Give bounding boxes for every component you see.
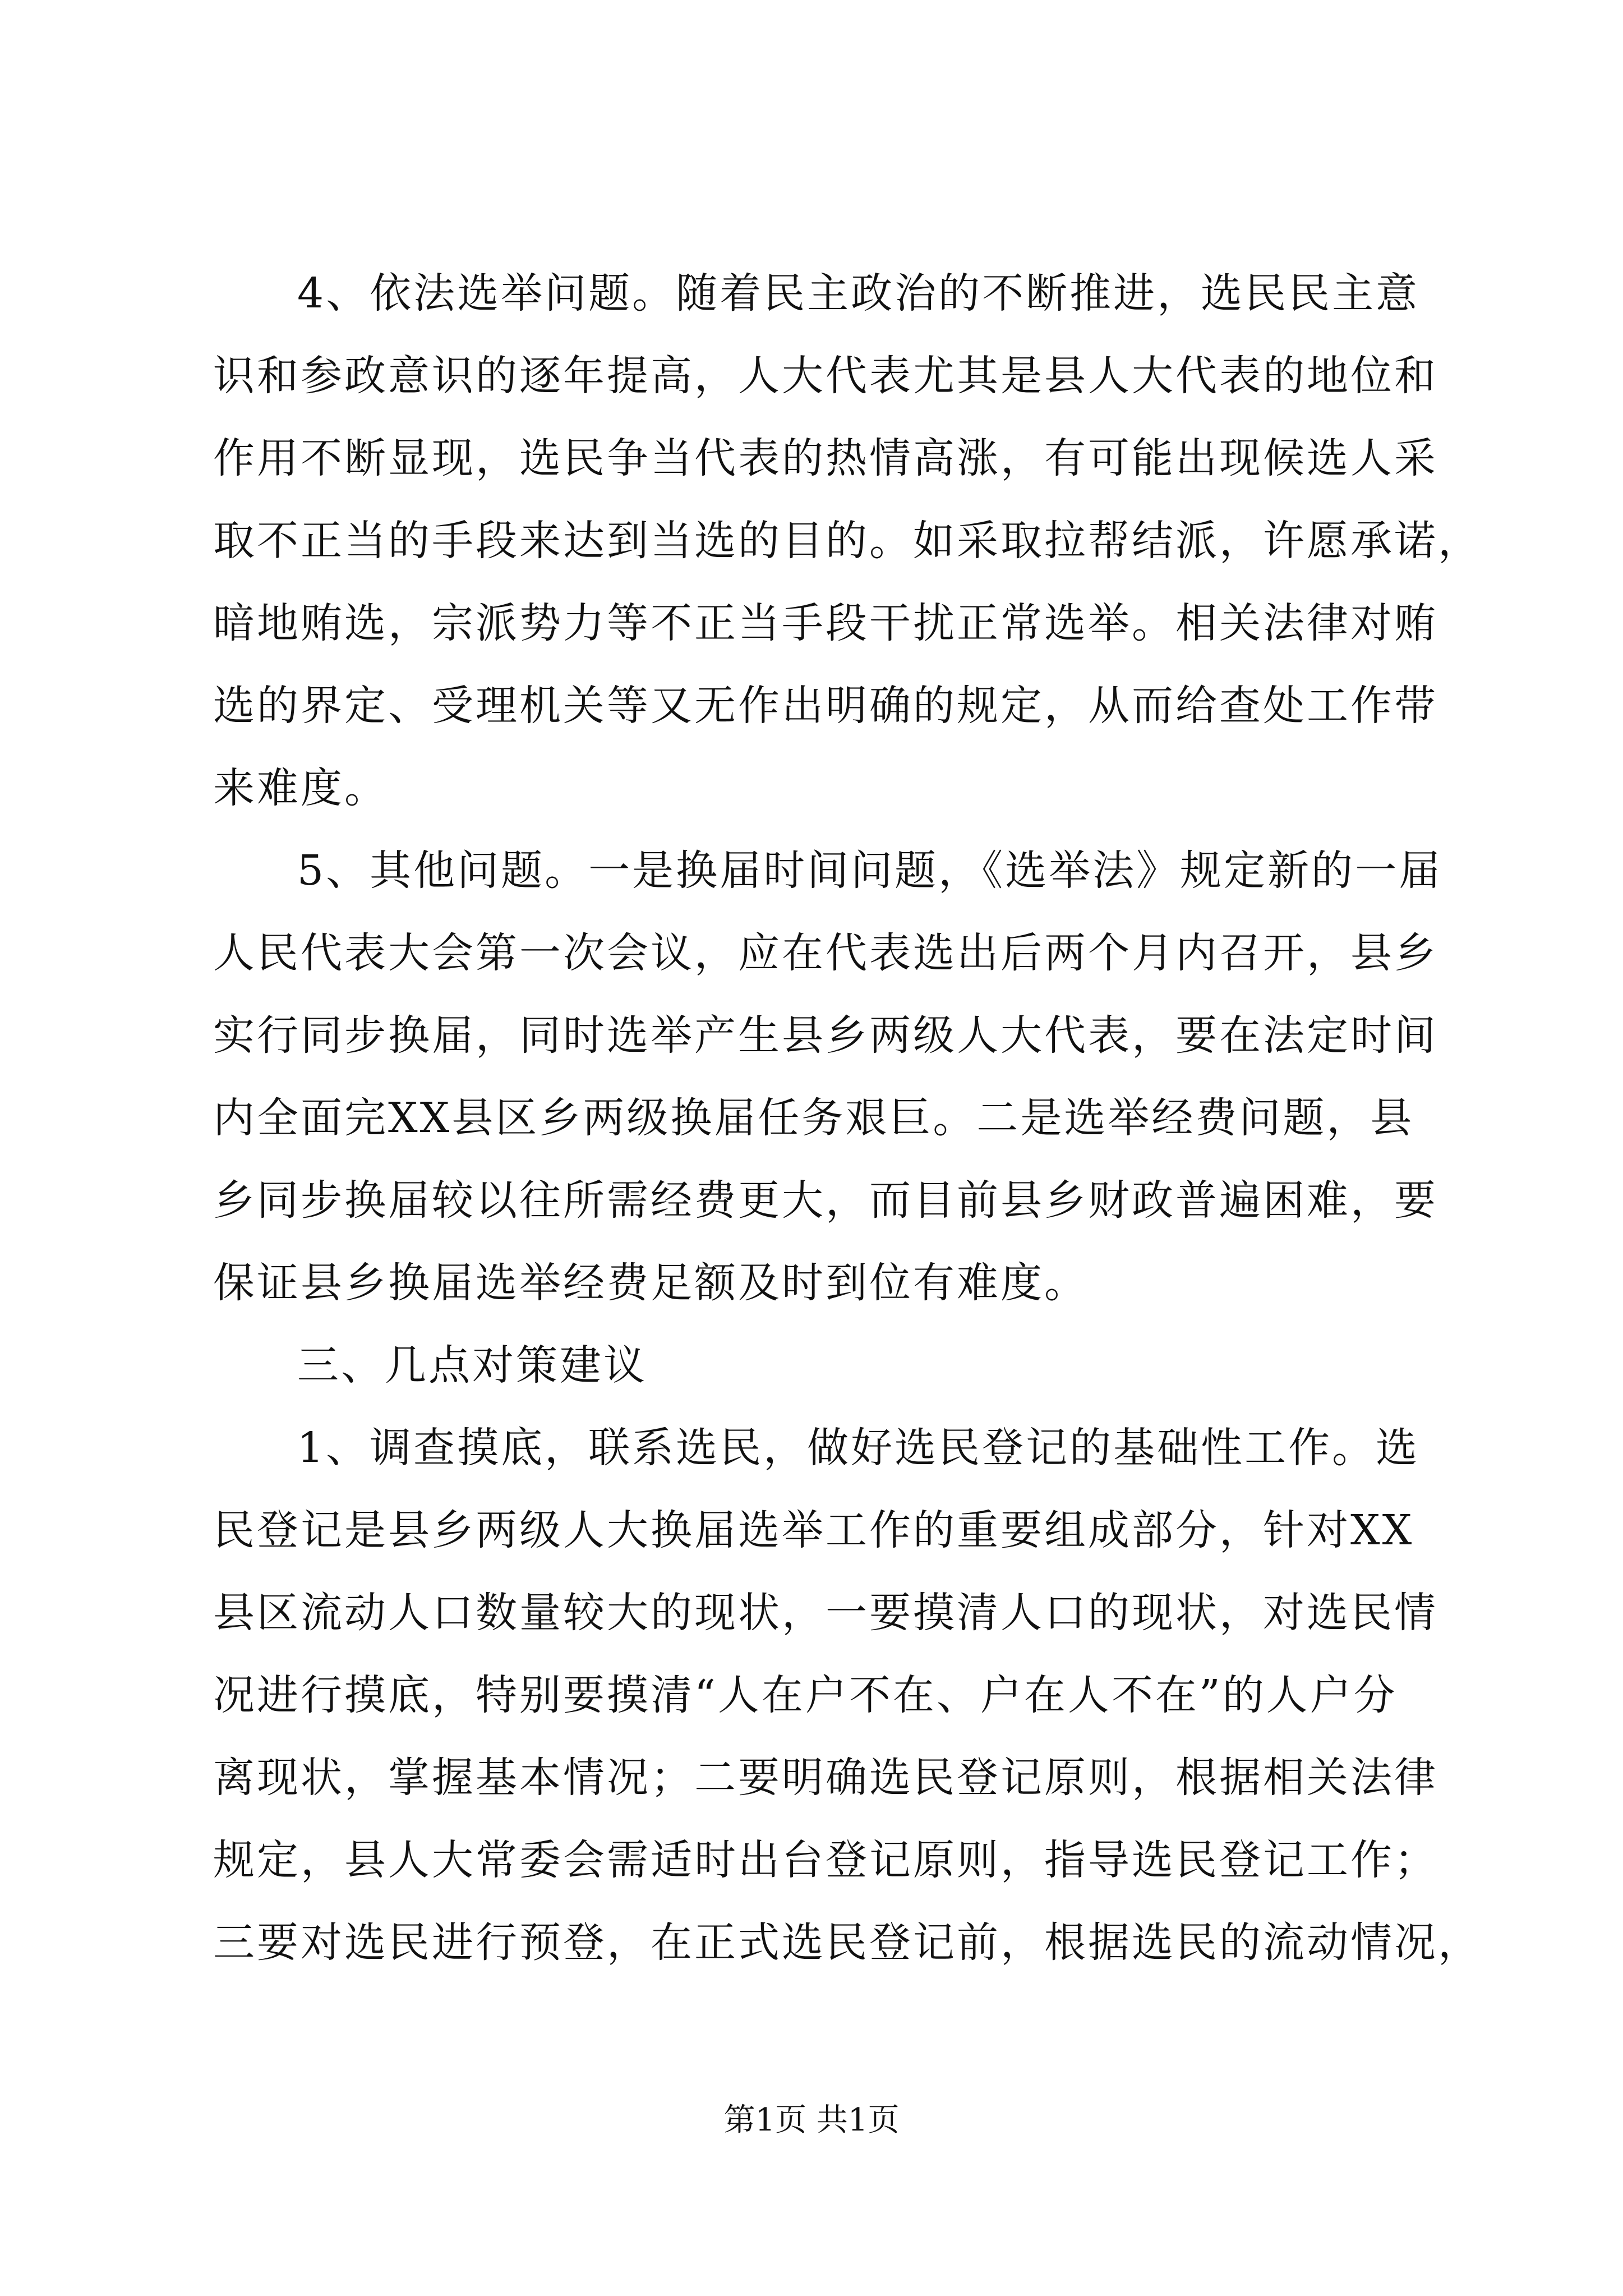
paragraph-5-line-3: 实行同步换届，同时选举产生县乡两级人大代表，要在法定时间 xyxy=(213,1011,1438,1060)
paragraph-4-line-5: 暗地贿选，宗派势力等不正当手段干扰正常选举。相关法律对贿 xyxy=(213,599,1438,647)
paragraph-1-line-5: 离现状，掌握基本情况；二要明确选民登记原则，根据相关法律 xyxy=(213,1754,1438,1802)
paragraph-1-line-4: 况进行摸底，特别要摸清“人在户不在、户在人不在”的人户分 xyxy=(213,1671,1398,1719)
page-footer: 第1页 共1页 xyxy=(723,2102,900,2138)
document-body xyxy=(213,252,1482,1984)
paragraph-4-line-1: 4、依法选举问题。随着民主政治的不断推进，选民民主意 xyxy=(297,269,1420,318)
paragraph-4-line-7: 来难度。 xyxy=(213,764,388,812)
paragraph-5-line-5: 乡同步换届较以往所需经费更大，而目前县乡财政普遍困难，要 xyxy=(213,1176,1438,1225)
paragraph-5-line-4: 内全面完XX县区乡两级换届任务艰巨。二是选举经费问题，县 xyxy=(213,1094,1414,1142)
paragraph-5-line-2: 人民代表大会第一次会议，应在代表选出后两个月内召开，县乡 xyxy=(213,929,1438,977)
paragraph-4-line-4: 取不正当的手段来达到当选的目的。如采取拉帮结派，许愿承诺， xyxy=(213,517,1482,565)
paragraph-5-line-1: 5、其他问题。一是换届时间问题，《选举法》规定新的一届 xyxy=(297,846,1443,895)
paragraph-1-line-3: 县区流动人口数量较大的现状，一要摸清人口的现状，对选民情 xyxy=(213,1589,1438,1637)
paragraph-4-line-3: 作用不断显现，选民争当代表的热情高涨，有可能出现候选人采 xyxy=(213,434,1438,482)
paragraph-1-line-7: 三要对选民进行预登，在正式选民登记前，根据选民的流动情况， xyxy=(213,1918,1482,1967)
paragraph-5-line-6: 保证县乡换届选举经费足额及时到位有难度。 xyxy=(213,1259,1088,1307)
paragraph-4-line-6: 选的界定、受理机关等又无作出明确的规定，从而给查处工作带 xyxy=(213,682,1438,730)
section-heading: 三、几点对策建议 xyxy=(297,1341,647,1389)
paragraph-1-line-6: 规定，县人大常委会需适时出台登记原则，指导选民登记工作； xyxy=(213,1836,1438,1884)
paragraph-1-line-2: 民登记是县乡两级人大换届选举工作的重要组成部分，针对XX xyxy=(213,1506,1414,1554)
paragraph-1-line-1: 1、调查摸底，联系选民，做好选民登记的基础性工作。选 xyxy=(297,1424,1420,1472)
paragraph-4-line-2: 识和参政意识的逐年提高，人大代表尤其是县人大代表的地位和 xyxy=(213,352,1438,400)
